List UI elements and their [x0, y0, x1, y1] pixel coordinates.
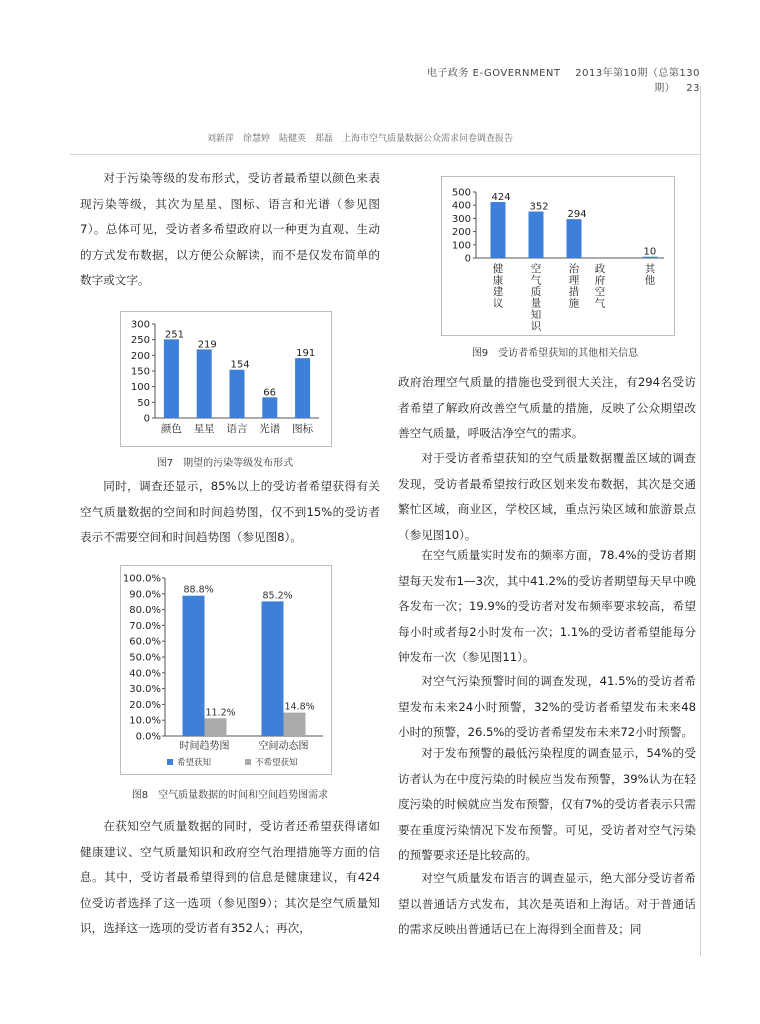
right-paragraph-6: 对空气质量发布语言的调查显示，绝大部分受访者希望以普通话方式发布，其次是英语和上海话。对于普通话的需求反映出普通话已在上海得到全面普及；同 [398, 871, 696, 936]
left-paragraph-2: 同时，调查还显示，85%以上的受访者希望获得有关空气质量数据的空间和时间趋势图，仅不到15%的受访者表示不需要空间和时间趋势图（参见图8）。 [80, 479, 380, 544]
x-tick-label: 时间趋势图 [179, 741, 230, 752]
bar [164, 339, 179, 418]
data-label: 66 [263, 387, 277, 399]
y-tick-label: 100 [451, 240, 471, 252]
x-tick-label: 颜色 [160, 423, 182, 435]
right-paragraph-4: 对空气污染预警时间的调查发现，41.5%的受访者希望发布未来24小时预警，32%的受访者希望发布未来48小时的预警，26.5%的受访者希望发布未来72小时预警。 [398, 674, 696, 739]
figure-8-chart [121, 566, 331, 774]
y-tick-label: 70.0% [129, 620, 161, 632]
figure-9-chart [442, 177, 674, 335]
y-tick-label: 60.0% [129, 636, 161, 648]
right-paragraph-3: 在空气质量实时发布的频率方面，78.4%的受访者期望每天发布1—3次，其中41.2%的受访者期望每天早中晚各发布一次；19.9%的受访者对发布频率要求较高，希望每小时或者每2小时发布一次；1.1%的受访者希望能每分钟发布一次（参见图11）。 [398, 548, 696, 664]
x-tick-label: 语言 [226, 423, 248, 435]
y-tick-label: 50 [137, 397, 150, 409]
x-tick-label: 光谱 [259, 423, 281, 435]
bar [183, 596, 205, 736]
x-tick-label: 健康建议 [492, 263, 504, 310]
bar [205, 718, 227, 736]
data-label: 14.8% [284, 701, 315, 713]
data-label: 10 [643, 246, 657, 258]
y-tick-label: 200 [451, 227, 471, 239]
data-label: 424 [491, 192, 511, 204]
y-tick-label: 200 [130, 350, 150, 362]
right-paragraph-2: 对于受访者希望获知的空气质量数据覆盖区域的调查发现，受访者最希望按行政区划来发布数据，其次是交通繁忙区域，商业区，学校区域，重点污染区域和旅游景点（参见图10）。 [398, 451, 696, 542]
header-rule [70, 154, 700, 155]
y-tick-label: 150 [130, 366, 150, 378]
y-tick-label: 0 [143, 413, 150, 425]
y-tick-label: 500 [451, 187, 471, 199]
bar [567, 219, 582, 258]
x-tick-label: 空气质量知识 [530, 263, 542, 333]
y-tick-label: 400 [451, 200, 471, 212]
data-label: 88.8% [183, 584, 214, 596]
y-tick-label: 250 [130, 335, 150, 347]
legend-swatch [167, 759, 173, 765]
figure-9-frame [441, 176, 675, 336]
right-paragraph-1: 政府治理空气质量的措施也受到很大关注，有294名受访者希望了解政府改善空气质量的措施，反映了公众期望改善空气质量，呼吸洁净空气的需求。 [398, 375, 696, 440]
column-rule [700, 86, 701, 956]
bar [529, 212, 544, 258]
x-tick-label: 图标 [292, 423, 314, 435]
article-running-title: 刘新萍 徐慧婷 陆健英 郑磊 上海市空气质量数据公众需求问卷调查报告 [206, 134, 513, 144]
bar [295, 358, 310, 418]
figure-7-frame [120, 311, 332, 447]
right-paragraph-5: 对于发布预警的最低污染程度的调查显示，54%的受访者认为在中度污染的时候应当发布预警，39%认为在轻度污染的时候就应当发布预警，仅有7%的受访者表示只需要在重度污染情况下发布预警。可见，受访者对空气污染的预警要求还是比较高的。 [398, 746, 696, 862]
figure-9-caption: 图9 受访者希望获知的其他相关信息 [471, 348, 639, 359]
journal-name: 电子政务 E-GOVERNMENT [426, 68, 561, 79]
left-paragraph-3: 在获知空气质量数据的同时，受访者还希望获得诸如健康建议、空气质量知识和政府空气治理措施等方面的信息。其中，受访者最希望得到的信息是健康建议，有424位受访者选择了这一选项（参见图9）；其次是空气质量知识，选择这一选项的受访者有352人；再次， [80, 819, 380, 935]
bar [230, 370, 245, 418]
left-paragraph-1: 对于污染等级的发布形式，受访者最希望以颜色来表现污染等级，其次为星星、图标、语言和光谱（参见图7）。总体可见，受访者多希望政府以一种更为直观、生动的方式发布数据，以方便公众解读，而不是仅发布简单的数字或文字。 [80, 171, 380, 287]
data-label: 191 [296, 348, 316, 360]
figure-7-chart [121, 312, 331, 446]
y-tick-label: 300 [130, 319, 150, 331]
y-tick-label: 300 [451, 213, 471, 225]
bar [284, 713, 306, 736]
y-tick-label: 80.0% [129, 605, 161, 617]
data-label: 85.2% [262, 590, 293, 602]
running-header [400, 64, 700, 94]
bar [262, 601, 284, 736]
y-tick-label: 100 [130, 382, 150, 394]
bar [197, 349, 212, 418]
y-tick-label: 100.0% [122, 573, 161, 585]
y-tick-label: 20.0% [129, 699, 161, 711]
x-tick-label: 政府空气 [594, 263, 606, 310]
y-tick-label: 90.0% [129, 589, 161, 601]
data-label: 251 [164, 329, 184, 341]
y-tick-label: 40.0% [129, 668, 161, 680]
figure-8-frame [120, 565, 332, 775]
y-tick-label: 10.0% [129, 715, 161, 727]
figure-8-caption: 图8 空气质量数据的时间和空间趋势图需求 [131, 790, 329, 801]
x-tick-label: 星星 [193, 423, 215, 435]
x-tick-label: 空间动态图 [258, 741, 309, 752]
legend-swatch [245, 759, 251, 765]
page-number: 23 [686, 83, 700, 94]
data-label: 352 [529, 201, 549, 213]
data-label: 294 [567, 209, 587, 221]
data-label: 219 [197, 339, 217, 351]
y-tick-label: 0 [464, 253, 471, 265]
legend-label: 不希望获知 [255, 758, 298, 768]
x-tick-label: 其他 [644, 263, 656, 287]
y-tick-label: 30.0% [129, 684, 161, 696]
data-label: 11.2% [205, 707, 236, 719]
y-tick-label: 50.0% [129, 652, 161, 664]
legend-label: 希望获知 [177, 758, 212, 768]
x-tick-label: 治理措施 [568, 263, 580, 310]
y-tick-label: 0.0% [135, 731, 161, 743]
bar [262, 397, 277, 418]
issue-info: 2013年第10期（总第130期） [575, 68, 700, 94]
figure-7-caption: 图7 期望的污染等级发布形式 [156, 458, 294, 469]
bar [491, 202, 506, 258]
data-label: 154 [230, 359, 250, 371]
